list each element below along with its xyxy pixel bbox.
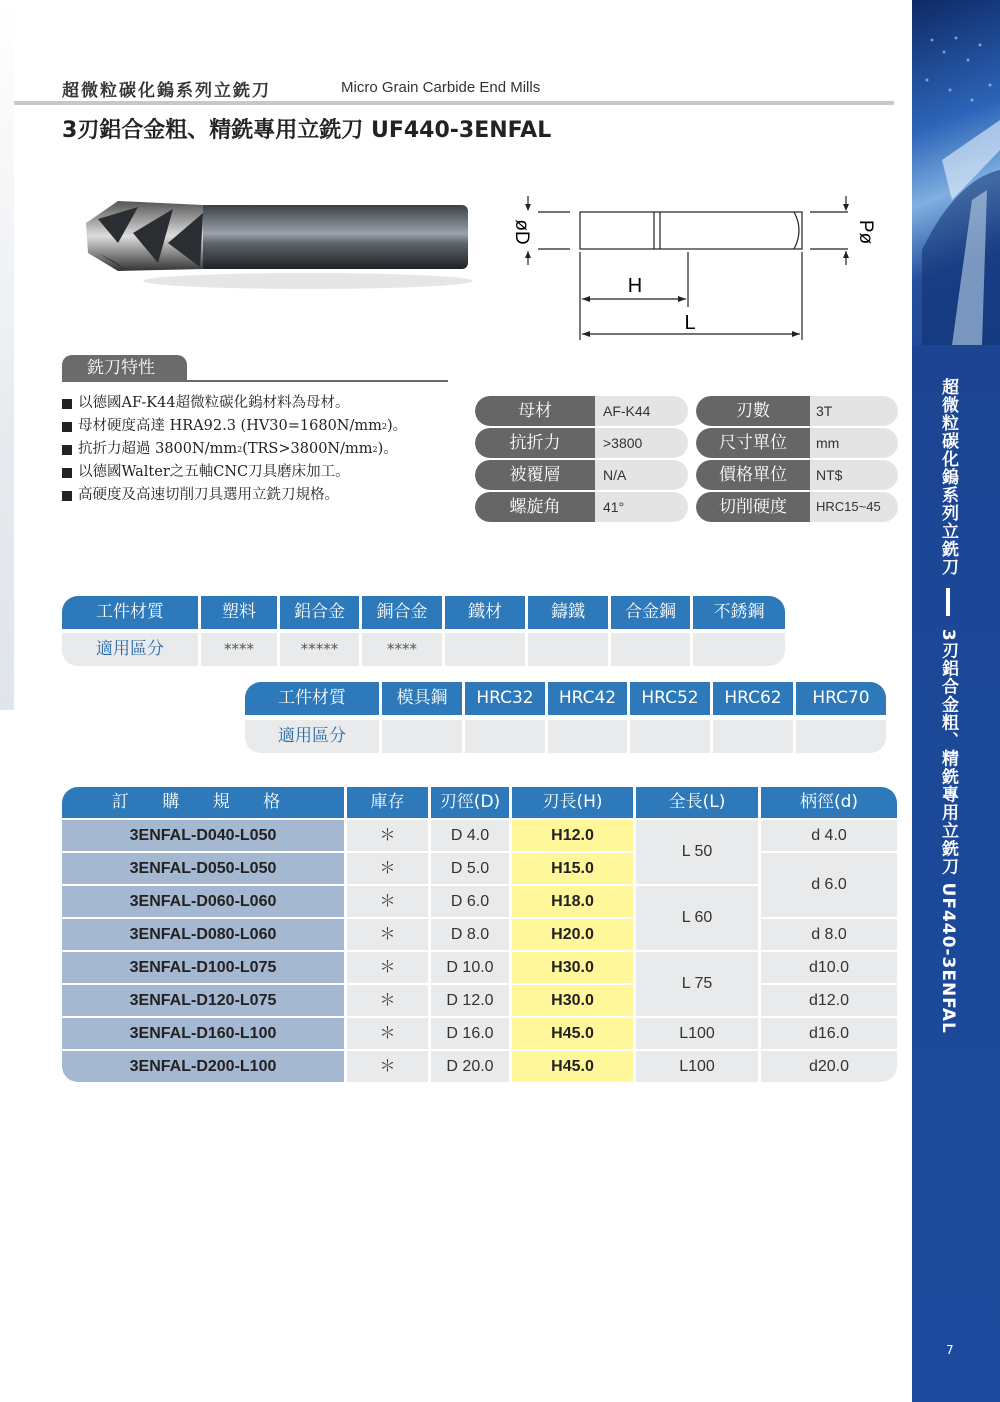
- order-code: 3ENFAL-D100-L075: [62, 952, 344, 983]
- features-heading: 銑刀特性: [62, 355, 187, 382]
- order-shank: d 6.0: [761, 853, 897, 917]
- material-rating: *****: [280, 633, 359, 666]
- material-rating: [548, 720, 627, 753]
- order-flute-length: H30.0: [512, 952, 633, 983]
- material-header: 銅合金: [362, 596, 442, 629]
- dimension-diagram: [498, 182, 878, 342]
- order-header-diameter: 刃徑(D): [431, 787, 509, 818]
- page-title: 3刃鋁合金粗、精銑專用立銑刀 UF440-3ENFAL: [62, 118, 552, 143]
- order-stock: ＊: [347, 820, 428, 851]
- sidebar-vertical-title: [936, 378, 961, 1034]
- order-overall-length: L100: [636, 1018, 758, 1049]
- diagram-label-l: L: [684, 312, 696, 334]
- left-decor-strip: [0, 0, 14, 710]
- material-rating: [796, 720, 886, 753]
- order-shank: d 8.0: [761, 919, 897, 950]
- spec-coating: 被覆層 N/A: [475, 460, 688, 490]
- order-overall-length: L100: [636, 1051, 758, 1082]
- material-header: 鐵材: [445, 596, 525, 629]
- header-divider: [14, 101, 894, 105]
- order-diameter: D 6.0: [431, 886, 509, 917]
- spec-flutes: 刃數 3T: [696, 396, 898, 426]
- spec-price-unit: 價格單位 NT$: [696, 460, 898, 490]
- order-stock: ＊: [347, 985, 428, 1016]
- bullet-icon: [62, 468, 72, 478]
- feature-item: 母材硬度高達 HRA92.3 (HV30=1680N/mm 2 )。: [62, 415, 407, 438]
- order-code: 3ENFAL-D080-L060: [62, 919, 344, 950]
- order-header-stock: 庫存: [347, 787, 428, 818]
- order-header-spec: 訂 購 規 格: [62, 787, 344, 818]
- sidebar-series: 超微粒碳化鎢系列立銑刀: [938, 378, 958, 576]
- order-diameter: D 8.0: [431, 919, 509, 950]
- spec-unit: 尺寸單位 mm: [696, 428, 898, 458]
- material-header: HRC42: [548, 682, 627, 715]
- order-code: 3ENFAL-D200-L100: [62, 1051, 344, 1082]
- material-header: HRC62: [713, 682, 793, 715]
- sidebar-endmill-graphic: [912, 0, 1000, 345]
- bullet-icon: [62, 422, 72, 432]
- material-rating: [611, 633, 690, 666]
- bullet-icon: [62, 445, 72, 455]
- order-code: 3ENFAL-D060-L060: [62, 886, 344, 917]
- bullet-icon: [62, 399, 72, 409]
- order-header-overall-length: 全長(L): [636, 787, 758, 818]
- diagram-label-p: Pø: [855, 219, 876, 245]
- order-flute-length: H30.0: [512, 985, 633, 1016]
- order-diameter: D 16.0: [431, 1018, 509, 1049]
- end-mill-image: [78, 183, 473, 291]
- material-header: HRC70: [796, 682, 886, 715]
- order-code: 3ENFAL-D040-L050: [62, 820, 344, 851]
- order-code: 3ENFAL-D050-L050: [62, 853, 344, 884]
- series-title-zh: 超微粒碳化鎢系列立銑刀: [62, 81, 271, 101]
- material-header: HRC52: [630, 682, 710, 715]
- material-header: 模具鋼: [382, 682, 462, 715]
- features-rule: [62, 380, 448, 382]
- diagram-label-d: øD: [511, 219, 532, 245]
- material-row-label: 工件材質: [245, 682, 379, 715]
- order-code: 3ENFAL-D120-L075: [62, 985, 344, 1016]
- order-stock: ＊: [347, 1018, 428, 1049]
- order-diameter: D 10.0: [431, 952, 509, 983]
- order-overall-length: L 60: [636, 886, 758, 950]
- order-code: 3ENFAL-D160-L100: [62, 1018, 344, 1049]
- order-stock: ＊: [347, 919, 428, 950]
- features-list: [62, 392, 407, 507]
- material-rating: [630, 720, 710, 753]
- material-header: 塑料: [201, 596, 277, 629]
- order-flute-length: H20.0: [512, 919, 633, 950]
- material-rating: [528, 633, 608, 666]
- sidebar-product-title: 3刃鋁合金粗、精銑專用立銑刀 UF440-3ENFAL: [938, 628, 958, 1034]
- series-title-en: Micro Grain Carbide End Mills: [341, 79, 541, 96]
- order-diameter: D 12.0: [431, 985, 509, 1016]
- material-rating: [465, 720, 545, 753]
- order-diameter: D 20.0: [431, 1051, 509, 1082]
- order-diameter: D 4.0: [431, 820, 509, 851]
- apply-row-label: 適用區分: [62, 633, 198, 666]
- material-row-label: 工件材質: [62, 596, 198, 629]
- order-header-shank: 柄徑(d): [761, 787, 897, 818]
- material-header: 合金鋼: [611, 596, 690, 629]
- material-header: 鋁合金: [280, 596, 359, 629]
- sidebar-graphic: [912, 0, 1000, 345]
- order-flute-length: H45.0: [512, 1018, 633, 1049]
- order-shank: d20.0: [761, 1051, 897, 1082]
- order-shank: d12.0: [761, 985, 897, 1016]
- order-shank: d16.0: [761, 1018, 897, 1049]
- diagram-label-h: H: [627, 275, 643, 297]
- material-rating: [713, 720, 793, 753]
- material-rating: ****: [362, 633, 442, 666]
- order-stock: ＊: [347, 853, 428, 884]
- material-rating: [445, 633, 525, 666]
- order-stock: ＊: [347, 886, 428, 917]
- bullet-icon: [62, 491, 72, 501]
- order-diameter: D 5.0: [431, 853, 509, 884]
- spec-hardness: 切削硬度 HRC15~45: [696, 492, 898, 522]
- order-header-flute-length: 刃長(H): [512, 787, 633, 818]
- material-header: HRC32: [465, 682, 545, 715]
- order-flute-length: H12.0: [512, 820, 633, 851]
- order-flute-length: H45.0: [512, 1051, 633, 1082]
- spec-trs: 抗折力 >3800: [475, 428, 688, 458]
- material-header: 鑄鐵: [528, 596, 608, 629]
- feature-item: 高硬度及高速切削刀具選用立銑刀規格。: [62, 484, 407, 507]
- spec-material: 母材 AF-K44: [475, 396, 688, 426]
- order-shank: d10.0: [761, 952, 897, 983]
- sidebar-separator: [946, 588, 950, 616]
- apply-row-label: 適用區分: [245, 720, 379, 753]
- order-shank: d 4.0: [761, 820, 897, 851]
- page-number: 7: [946, 1343, 954, 1357]
- order-stock: ＊: [347, 1051, 428, 1082]
- feature-item: 以德國Walter之五軸CNC刀具磨床加工。: [62, 461, 407, 484]
- order-flute-length: H18.0: [512, 886, 633, 917]
- material-rating: [693, 633, 785, 666]
- order-flute-length: H15.0: [512, 853, 633, 884]
- feature-item: 抗折力超過 3800N/mm 2 (TRS>3800N/mm 2 )。: [62, 438, 407, 461]
- feature-item: 以德國AF-K44超微粒碳化鎢材料為母材。: [62, 392, 407, 415]
- order-stock: ＊: [347, 952, 428, 983]
- spec-helix: 螺旋角 41°: [475, 492, 688, 522]
- material-rating: [382, 720, 462, 753]
- order-overall-length: L 50: [636, 820, 758, 884]
- material-header: 不銹鋼: [693, 596, 785, 629]
- material-rating: ****: [201, 633, 277, 666]
- order-overall-length: L 75: [636, 952, 758, 1016]
